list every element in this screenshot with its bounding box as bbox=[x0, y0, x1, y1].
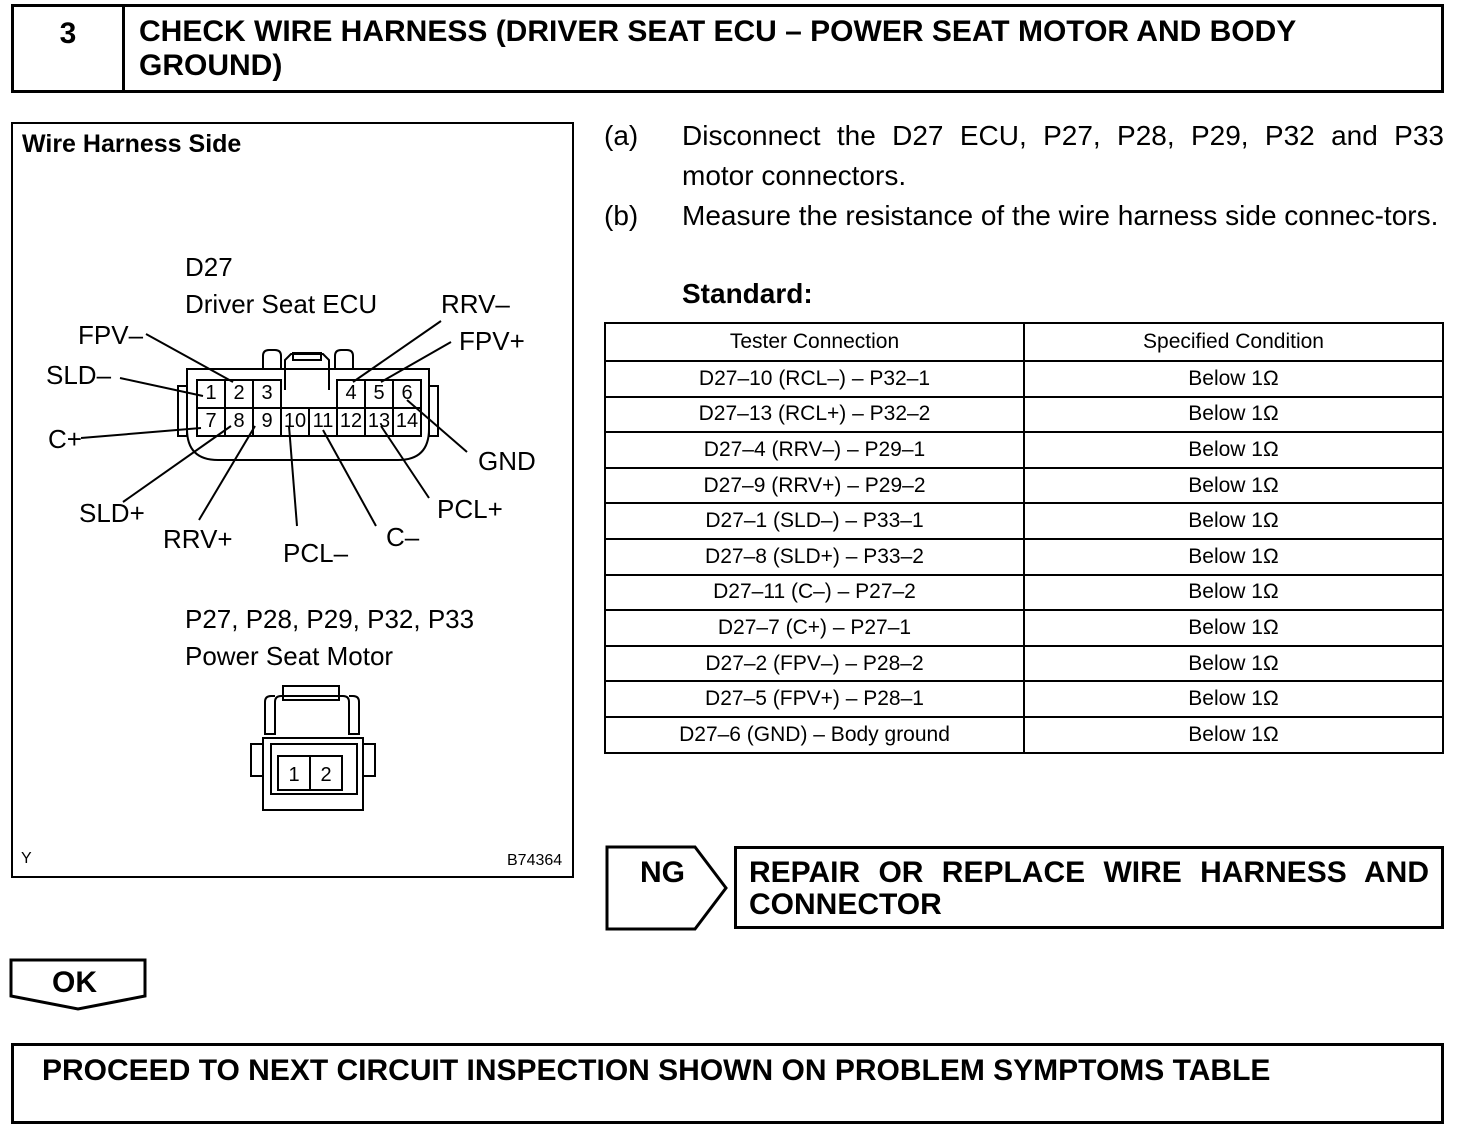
tester-connection-cell: D27–13 (RCL+) – P32–2 bbox=[605, 397, 1024, 433]
tester-connection-cell: D27–5 (FPV+) – P28–1 bbox=[605, 681, 1024, 717]
ecu-pin: 9 bbox=[261, 410, 273, 432]
ecu-pin: 4 bbox=[345, 382, 357, 404]
instruction-text: Disconnect the D27 ECU, P27, P28, P29, P32 and P33 motor connectors. bbox=[682, 120, 1444, 191]
ecu-pin: 11 bbox=[312, 410, 334, 432]
motor-codes: P27, P28, P29, P32, P33 bbox=[185, 604, 475, 634]
label-sld-minus: SLD– bbox=[46, 360, 112, 390]
spec-table bbox=[604, 322, 1444, 754]
ng-message: REPAIR OR REPLACE WIRE HARNESS AND CONNECTOR bbox=[734, 846, 1444, 929]
motor-pin: 1 bbox=[288, 764, 300, 786]
ng-label: NG bbox=[640, 856, 685, 889]
step-title: CHECK WIRE HARNESS (DRIVER SEAT ECU – POWER SEAT MOTOR AND BODY GROUND) bbox=[139, 15, 1296, 82]
step-header bbox=[11, 4, 1444, 93]
column-header: Tester Connection bbox=[605, 323, 1024, 361]
table-row bbox=[605, 717, 1443, 753]
wire-harness-diagram bbox=[11, 122, 574, 878]
specified-condition-cell: Below 1Ω bbox=[1024, 646, 1443, 682]
ok-label: OK bbox=[52, 966, 97, 999]
tester-connection-cell: D27–9 (RRV+) – P29–2 bbox=[605, 468, 1024, 504]
table-row bbox=[605, 575, 1443, 611]
tester-connection-cell: D27–8 (SLD+) – P33–2 bbox=[605, 539, 1024, 575]
specified-condition-cell: Below 1Ω bbox=[1024, 681, 1443, 717]
specified-condition-cell: Below 1Ω bbox=[1024, 432, 1443, 468]
table-row bbox=[605, 361, 1443, 397]
diagram-title: Wire Harness Side bbox=[22, 130, 242, 158]
label-fpv-minus: FPV– bbox=[78, 320, 144, 350]
ecu-pin: 12 bbox=[339, 410, 363, 432]
tester-connection-cell: D27–10 (RCL–) – P32–1 bbox=[605, 361, 1024, 397]
column-header: Specified Condition bbox=[1024, 323, 1443, 361]
label-c-plus: C+ bbox=[48, 424, 82, 454]
specified-condition-cell: Below 1Ω bbox=[1024, 397, 1443, 433]
specified-condition-cell: Below 1Ω bbox=[1024, 717, 1443, 753]
label-pcl-plus: PCL+ bbox=[437, 494, 503, 524]
ecu-pin: 8 bbox=[233, 410, 245, 432]
ecu-pin: 7 bbox=[205, 410, 217, 432]
label-sld-plus: SLD+ bbox=[79, 498, 145, 528]
tester-connection-cell: D27–4 (RRV–) – P29–1 bbox=[605, 432, 1024, 468]
label-rrv-plus: RRV+ bbox=[163, 524, 233, 554]
table-row bbox=[605, 432, 1443, 468]
ecu-pin: 10 bbox=[283, 410, 307, 432]
ecu-name: Driver Seat ECU bbox=[185, 289, 378, 319]
specified-condition-cell: Below 1Ω bbox=[1024, 361, 1443, 397]
label-pcl-minus: PCL– bbox=[283, 538, 349, 568]
specified-condition-cell: Below 1Ω bbox=[1024, 539, 1443, 575]
figure-footer-left: Y bbox=[21, 850, 32, 867]
table-row bbox=[605, 397, 1443, 433]
next-step-box: PROCEED TO NEXT CIRCUIT INSPECTION SHOWN ON PROBLEM SYMPTOMS TABLE bbox=[11, 1043, 1444, 1124]
ecu-pin: 1 bbox=[205, 382, 217, 404]
instruction-marker: (a) bbox=[604, 120, 639, 151]
table-row bbox=[605, 503, 1443, 539]
ecu-pin: 5 bbox=[373, 382, 385, 404]
tester-connection-cell: D27–11 (C–) – P27–2 bbox=[605, 575, 1024, 611]
standard-label: Standard: bbox=[682, 278, 813, 309]
label-gnd: GND bbox=[478, 446, 536, 476]
ecu-pin: 14 bbox=[395, 410, 419, 432]
label-rrv-minus: RRV– bbox=[441, 289, 510, 319]
specified-condition-cell: Below 1Ω bbox=[1024, 575, 1443, 611]
ecu-code: D27 bbox=[185, 252, 233, 282]
ecu-pin: 6 bbox=[401, 382, 413, 404]
table-row bbox=[605, 468, 1443, 504]
specified-condition-cell: Below 1Ω bbox=[1024, 468, 1443, 504]
tester-connection-cell: D27–7 (C+) – P27–1 bbox=[605, 610, 1024, 646]
table-row bbox=[605, 539, 1443, 575]
specified-condition-cell: Below 1Ω bbox=[1024, 503, 1443, 539]
instruction-text: Measure the resistance of the wire harness side connec-tors. bbox=[682, 200, 1439, 231]
ecu-pin: 2 bbox=[233, 382, 245, 404]
instruction-marker: (b) bbox=[604, 200, 639, 231]
step-number: 3 bbox=[14, 7, 125, 90]
motor-name: Power Seat Motor bbox=[185, 641, 394, 671]
label-fpv-plus: FPV+ bbox=[459, 326, 525, 356]
table-row bbox=[605, 681, 1443, 717]
label-c-minus: C– bbox=[386, 522, 420, 552]
tester-connection-cell: D27–1 (SLD–) – P33–1 bbox=[605, 503, 1024, 539]
ecu-pin: 13 bbox=[367, 410, 391, 432]
specified-condition-cell: Below 1Ω bbox=[1024, 610, 1443, 646]
tester-connection-cell: D27–2 (FPV–) – P28–2 bbox=[605, 646, 1024, 682]
ecu-pin: 3 bbox=[261, 382, 273, 404]
table-header-row bbox=[605, 323, 1443, 361]
table-row bbox=[605, 646, 1443, 682]
motor-pin: 2 bbox=[320, 764, 332, 786]
table-row bbox=[605, 610, 1443, 646]
tester-connection-cell: D27–6 (GND) – Body ground bbox=[605, 717, 1024, 753]
figure-id: B74364 bbox=[507, 852, 563, 869]
